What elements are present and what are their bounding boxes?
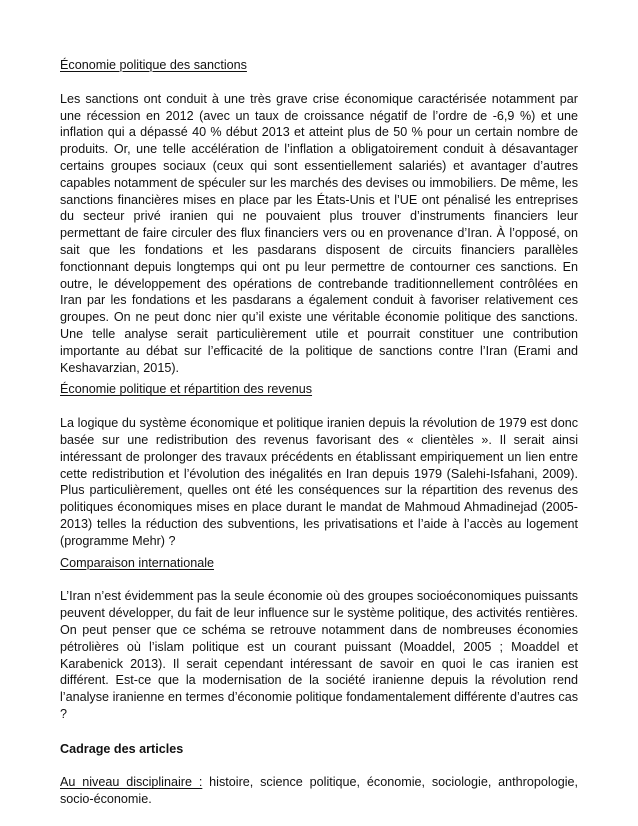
section-heading-revenus: Économie politique et répartition des revenus: [60, 382, 313, 397]
section-paragraph-sanctions: Les sanctions ont conduit à une très grave crise économique caractérisée notamment par une récession en 2012 (avec un taux de croissance négatif de l’ordre de -6,9 %) et une inflation qui a dépassé 40 % début 2013 et atteint plus de 50 % pour un certain nombre de produits. Or, une telle accélération de l’inflation a obligatoirement conduit à désavantager certains groupes sociaux (ceux qui sont essentiellement salariés) et avantager d’autres capables notamment de spéculer sur les marchés des devises ou immobiliers. De même, les sanctions financières mises en place par les États-Unis et l’UE ont pénalisé les entreprises du secteur privé iranien qui ne pouvaient plus trouver d’instruments financiers leur permettant de faire circuler des flux financiers vers ou en provenance d’Iran. À l’opposé, on sait que les fondations et les pasdarans disposent de circuits financiers parallèles fonctionnant depuis longtemps qui ont pu leur permettre de contourner ces sanctions. En outre, le développement des opérations de contrebande traditionnellement contrôlées en Iran par les fondations et les pasdarans a également conduit à favoriser relativement ces groupes. On ne peut donc nier qu’il existe une véritable économie politique des sanctions. Une telle analyse serait particulièrement utile et pourrait constituer une contribution importante au débat sur l’efficacité de la politique de sanctions contre l’Iran (Erami and Keshavarzian, 2015).: [60, 91, 578, 375]
section-paragraph-revenus: La logique du système économique et politique iranien depuis la révolution de 1979 est donc basée sur une redistribution des revenus favorisant des « clientèles ». Il serait ainsi intéressant de prolonger des travaux précédents en établissant empiriquement un lien entre cette redistribution et l’évolution des inégalités en Iran depuis 1979 (Salehi-Isfahani, 2009). Plus particulièrement, quelles ont été les conséquences sur la répartition des revenus des politiques économiques mises en place durant le mandat de Mahmoud Ahmadinejad (2005-2013) telles la réduction des subventions, les privatisations et l’aide à l’accès au logement (programme Mehr) ?: [60, 416, 578, 548]
section-heading-comparaison: Comparaison internationale: [60, 555, 215, 570]
section-paragraph-comparaison: L’Iran n’est évidemment pas la seule économie où des groupes socioéconomiques puissants peuvent développer, du fait de leur influence sur le système politique, des activités rentières. On peut penser que ce schéma se retrouve notamment dans de nombreuses économies pétrolières où l’islam politique est un courant puissant (Moaddel, 2005 ; Moaddel et Karabenick 2013). Il serait cependant intéressant de savoir en quoi le cas iranien est différent. Est-ce que la modernisation de la société iranienne depuis la révolution rend l’analyse iranienne en termes d’économie politique fondamentalement différente d’autres cas ?: [60, 589, 578, 721]
framing-paragraph: [60, 774, 578, 808]
framing-text: histoire, science politique, économie, sociologie, anthropologie, socio-économie.: [60, 775, 578, 807]
framing-label: Au niveau disciplinaire :: [60, 775, 203, 790]
document-page: [60, 57, 578, 808]
section-heading-sanctions: Économie politique des sanctions: [60, 58, 247, 72]
framing-title: Cadrage des articles: [60, 741, 184, 756]
